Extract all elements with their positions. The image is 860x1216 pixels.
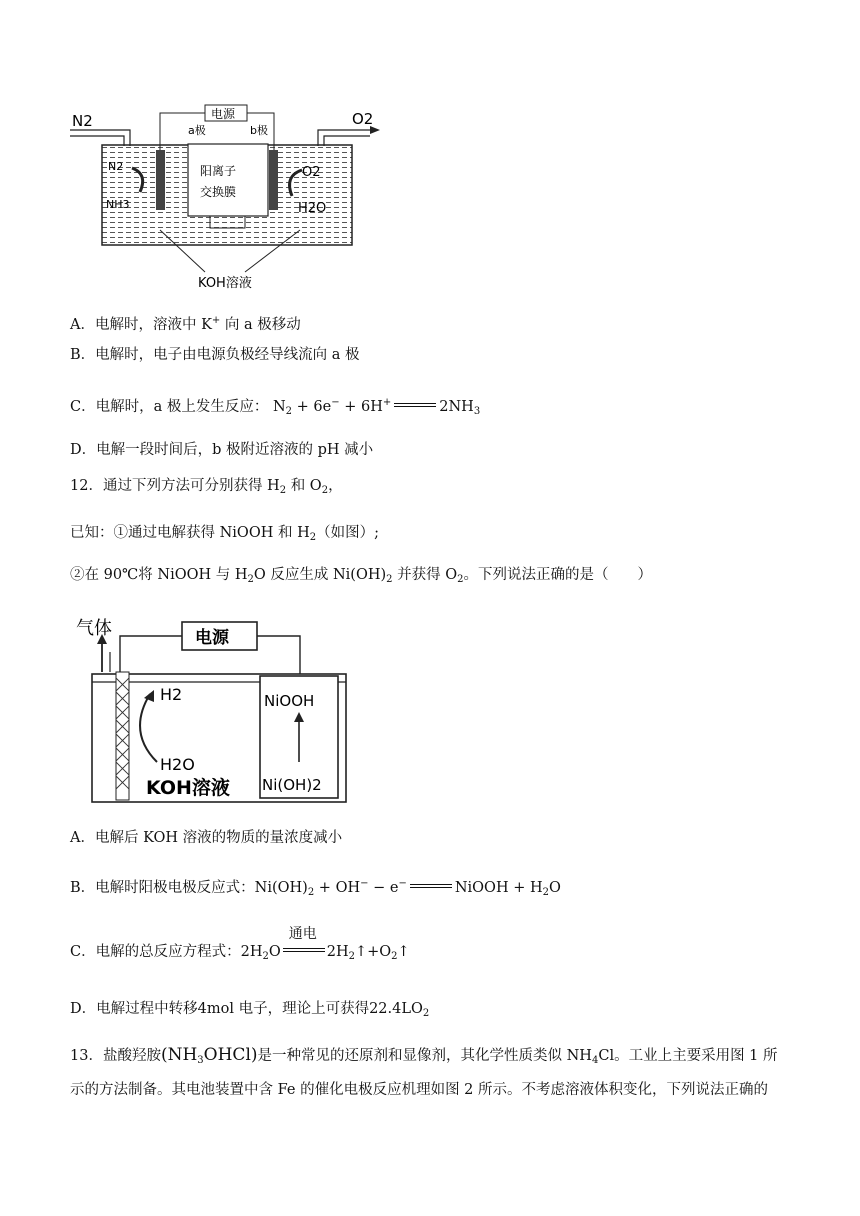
equals-sign	[410, 884, 452, 888]
membrane-label-2: 交换膜	[200, 185, 237, 199]
q12-option-c	[70, 926, 410, 967]
q12-known-1-text-2: （如图）;	[316, 525, 379, 541]
gas-label: 气体	[76, 618, 112, 639]
formula-sup: +	[382, 397, 392, 408]
n2-inlet-label: N2	[72, 112, 93, 130]
formula-token: NiOOH + H	[454, 880, 543, 896]
formula-sup: −	[331, 397, 340, 408]
condition-label: 通电	[288, 926, 317, 942]
h2-label: H2	[160, 685, 183, 704]
pole-a-label: a极	[188, 124, 206, 137]
formula-sub: 2	[391, 951, 398, 962]
right-o2-label: O2	[302, 165, 321, 180]
koh-solution-label: KOH溶液	[198, 276, 252, 290]
formula-token: OHCl)	[203, 1045, 258, 1065]
q13-text-3: Cl。工业上主要采用图 1 所	[598, 1048, 778, 1064]
q12-option-b-text: B．电解时阳极电极反应式：	[70, 880, 255, 896]
formula-token: O	[268, 944, 281, 960]
figure-1-diagram	[70, 100, 380, 290]
formula-token: ↑	[397, 944, 410, 960]
formula-sub: 2	[285, 406, 293, 417]
figure-niooh-electrolysis	[72, 612, 357, 807]
q12-option-d-text-2: 电子，理论上可获得	[233, 1001, 370, 1017]
q12-option-a: A．电解后 KOH 溶液的物质的量浓度减小	[70, 830, 343, 846]
q11-option-c-text: C．电解时，a 极上发生反应：	[70, 399, 269, 415]
q11-option-d: D．电解一段时间后，b 极附近溶液的 pH 减小	[70, 442, 374, 458]
pole-b-label: b极	[250, 124, 268, 137]
formula-token: Ni(OH)	[254, 880, 308, 896]
q11-option-a-sup: +	[211, 315, 221, 326]
q13-text-2: 是一种常见的还原剂和显像剂，其化学性质类似 NH	[257, 1048, 592, 1064]
q12-option-b	[70, 874, 561, 903]
right-h2o-label: H2O	[298, 201, 327, 216]
q12-option-c-text: C．电解的总反应方程式：	[70, 944, 241, 960]
formula-sub: 2	[348, 951, 355, 962]
formula-sub: 2	[386, 574, 393, 585]
q12-intro-text-2: 和 O	[286, 478, 322, 494]
formula-token: N	[272, 399, 286, 415]
q11-option-a-text: A．电解时，溶液中 K	[70, 317, 212, 333]
koh-solution-label-2: KOH溶液	[146, 777, 230, 799]
formula-token: 2H	[240, 944, 263, 960]
q12-known-1	[70, 523, 379, 548]
formula-sub: 2	[422, 1008, 430, 1019]
formula-sub: 2	[247, 574, 254, 585]
nioh2-label: Ni(OH)2	[262, 776, 322, 794]
formula-token: 22.4LO	[369, 1001, 423, 1017]
power-supply-label: 电源	[211, 107, 236, 121]
formula-sub: 2	[309, 532, 317, 543]
formula-sub: 3	[197, 1055, 204, 1066]
equals-sign	[394, 403, 436, 407]
q12-known-2-text-3: 并获得 O	[392, 567, 458, 583]
q12-intro-text-3: ，	[328, 478, 343, 494]
formula-sub: 4	[591, 1055, 599, 1066]
q12-known-1-text: 已知：①通过电解获得 NiOOH 和 H	[70, 525, 310, 541]
q12-known-2-text-4: 。下列说法正确的是（ ）	[463, 567, 653, 583]
q11-option-c	[70, 393, 480, 422]
q12-option-d-text: D．电解过程中转移	[70, 1001, 198, 1017]
equals-sign	[283, 948, 325, 952]
membrane-label-1: 阳离子	[200, 164, 237, 178]
q13-line-1	[70, 1045, 778, 1071]
niooh-label: NiOOH	[264, 692, 315, 710]
q13-line-2: 示的方法制备。其电池装置中含 Fe 的催化电极反应机理如图 2 所示。不考虑溶液体积变化，下列说法正确的	[70, 1082, 769, 1098]
formula-sub: 2	[262, 951, 269, 962]
q11-option-a-text-2: 向 a 极移动	[220, 317, 301, 333]
formula-token: + 6H	[339, 399, 383, 415]
formula-sub: 2	[307, 887, 315, 898]
formula-token: (NH	[160, 1045, 198, 1065]
q11-option-b: B．电解时，电子由电源负极经导线流向 a 极	[70, 347, 360, 363]
o2-outlet-label: O2	[352, 110, 374, 128]
left-nh3-label: NH3	[106, 198, 130, 211]
formula-token: − e	[368, 880, 399, 896]
q12-option-d	[70, 999, 429, 1024]
q12-known-2-text: ②在 90℃将 NiOOH 与 H	[70, 567, 248, 583]
formula-token: + OH	[314, 880, 361, 896]
formula-sub: 2	[279, 485, 287, 496]
formula-sup: −	[398, 878, 407, 889]
formula-token: + 6e	[292, 399, 332, 415]
power-supply-label-2: 电源	[195, 628, 229, 648]
q12-intro-text: 12．通过下列方法可分别获得 H	[70, 478, 280, 494]
q11-option-a	[70, 311, 301, 335]
q12-known-2-text-2: O 反应生成 Ni(OH)	[253, 567, 387, 583]
left-n2-label: N2	[108, 160, 124, 173]
q12-intro	[70, 476, 343, 501]
formula-sub: 3	[473, 406, 481, 417]
figure-nitrogen-electrolysis	[70, 100, 380, 290]
formula-sub: 2	[457, 574, 464, 585]
q13-text: 13．盐酸羟胺	[70, 1048, 161, 1064]
formula-token: 4mol	[197, 1001, 234, 1017]
formula-sub: 2	[321, 485, 329, 496]
q12-known-2	[70, 565, 652, 590]
formula-token: 2H	[326, 944, 349, 960]
reaction-condition	[283, 926, 325, 962]
formula-sub: 2	[542, 887, 549, 898]
formula-token: 2NH	[439, 399, 474, 415]
formula-token: ↑+O	[354, 944, 392, 960]
formula-sup: −	[360, 878, 369, 889]
h2o-label: H2O	[160, 755, 195, 774]
figure-2-diagram	[72, 612, 357, 807]
formula-token: O	[548, 880, 561, 896]
